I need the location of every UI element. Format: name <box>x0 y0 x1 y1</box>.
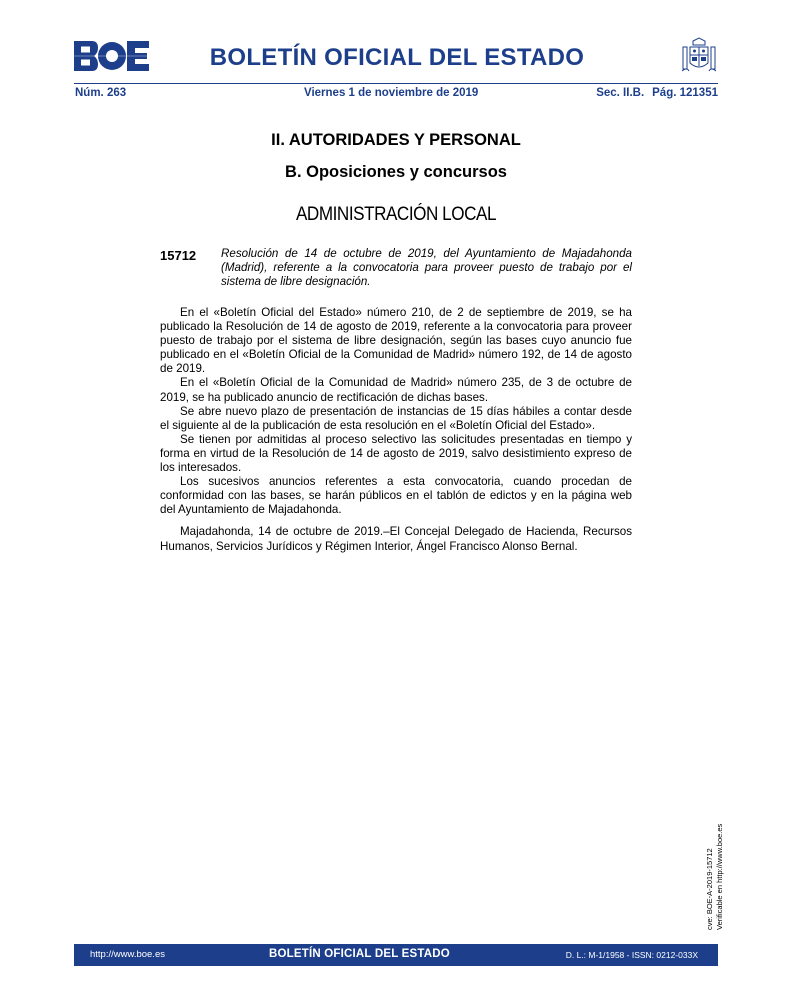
footer-title: BOLETÍN OFICIAL DEL ESTADO <box>269 948 450 960</box>
resolution-number: 15712 <box>160 248 197 263</box>
paragraph: En el «Boletín Oficial de la Comunidad de Madrid» número 235, de 3 de octubre de 2019, se ha publicado anuncio de rectificación de dichas bases. <box>160 376 632 404</box>
paragraph: Los sucesivos anuncios referentes a esta convocatoria, cuando procedan de conformidad con las bases, se harán públicos en el tablón de edictos y en la página web del Ayuntamiento de Majadahonda. <box>160 475 632 517</box>
paragraph: Se tienen por admitidas al proceso selectivo las solicitudes presentadas en tiempo y forma en virtud de la Resolución de 14 de agosto de 2019, salvo desistimiento expreso de los interesados. <box>160 432 632 475</box>
cve-code: cve: BOE-A-2019-15712 <box>705 848 714 930</box>
footer-bar <box>74 944 718 966</box>
verify-link[interactable]: Verificable en http://www.boe.es <box>715 823 724 930</box>
section-page <box>596 87 718 99</box>
paragraph: En el «Boletín Oficial del Estado» número 210, de 2 de septiembre de 2019, se ha publicado la Resolución de 14 de agosto de 2019, referente a la convocatoria para proveer puesto de trabajo por el sistema de libre designación, según las bases cuyo anuncio fue publicado en el «Boletín Oficial de la Comunidad de Madrid» número 192, de 14 de agosto de 2019. <box>160 306 632 376</box>
issue-number: Núm. 263 <box>75 87 127 99</box>
section-label: Sec. II.B. <box>596 87 645 99</box>
issue-date: Viernes 1 de noviembre de 2019 <box>304 87 479 99</box>
signature: Majadahonda, 14 de octubre de 2019.–El Concejal Delegado de Hacienda, Recursos Humanos, Servicios Jurídicos y Régimen Interior, Ángel Francisco Alonso Bernal. <box>160 525 632 553</box>
spain-coat-of-arms-icon <box>681 37 717 75</box>
boe-logo <box>74 41 149 71</box>
footer-legal: D. L.: M-1/1958 - ISSN: 0212-033X <box>565 950 698 960</box>
administration-heading: ADMINISTRACIÓN LOCAL <box>295 204 497 225</box>
gazette-title: BOLETÍN OFICIAL DEL ESTADO <box>209 44 585 71</box>
paragraph: Se abre nuevo plazo de presentación de instancias de 15 días hábiles a contar desde el siguiente al de la publicación de esta resolución en el «Boletín Oficial del Estado». <box>160 404 632 432</box>
header-rule <box>74 83 718 84</box>
footer-url-link[interactable]: http://www.boe.es <box>90 949 165 960</box>
subsection-heading: B. Oposiciones y concursos <box>285 163 507 181</box>
resolution-body <box>160 306 632 554</box>
resolution-title: Resolución de 14 de octubre de 2019, del Ayuntamiento de Majadahonda (Madrid), referente a la convocatoria para proveer puesto de trabajo por el sistema de libre designación. <box>221 247 632 288</box>
section-heading: II. AUTORIDADES Y PERSONAL <box>271 131 521 149</box>
side-verification <box>705 824 725 930</box>
page-label: Pág. 121351 <box>652 87 718 99</box>
